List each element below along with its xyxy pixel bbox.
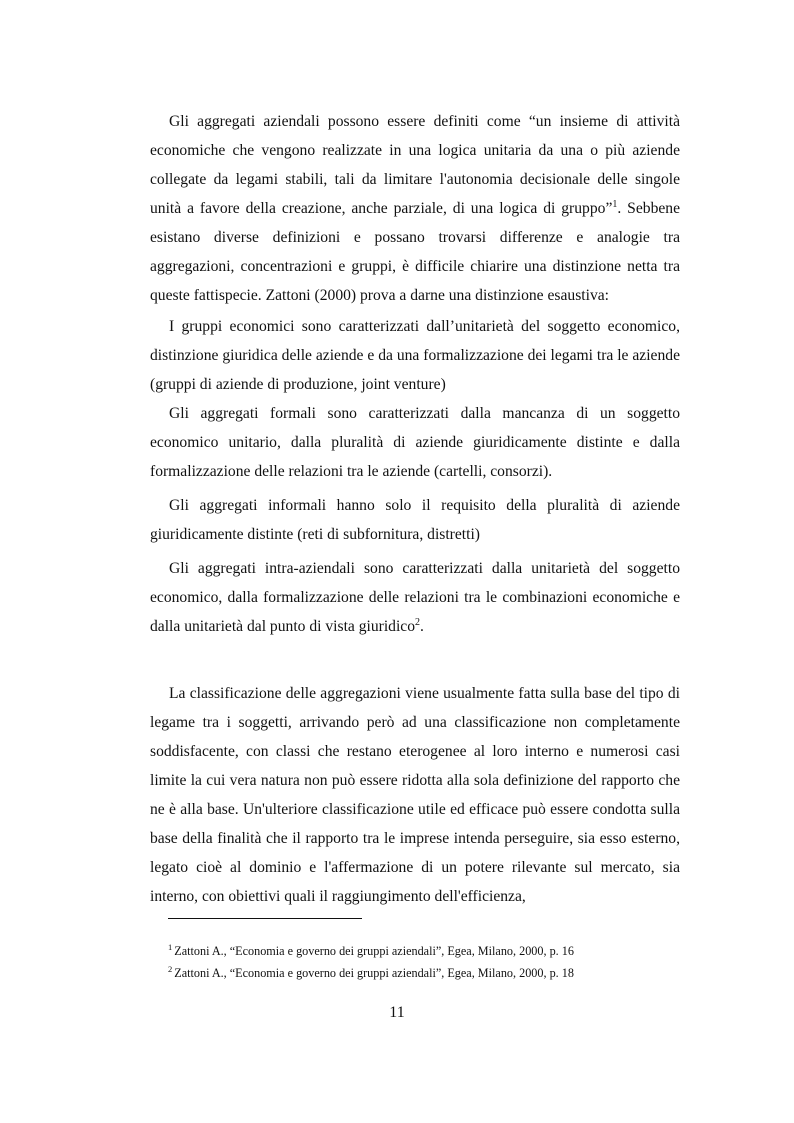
footnote-ref-2[interactable]: 2	[415, 616, 421, 628]
footnote-text: Zattoni A., “Economia e governo dei gruppi aziendali”, Egea, Milano, 2000, p. 18	[174, 966, 574, 980]
footnote-ref-1[interactable]: 1	[612, 198, 618, 210]
paragraph-text-continued: . Sebbene esistano diverse definizioni e possano trovarsi differenze e analogie tra aggregazioni, concentrazioni e gruppi, è difficile chiarire una distinzione netta tra queste fattispecie. Zattoni (2000) prova a darne una distinzione esaustiva:	[150, 200, 681, 304]
footnote-mark: 1	[168, 941, 173, 952]
paragraph-aggregati-definizione	[150, 107, 680, 310]
page-number: 11	[389, 1004, 405, 1021]
paragraph-aggregati-informali: Gli aggregati informali hanno solo il requisito della pluralità di aziende giuridicamente distinte (reti di subfornitura, distretti)	[150, 497, 680, 543]
paragraph-gruppi-economici: I gruppi economici sono caratterizzati dall’unitarietà del soggetto economico, distinzione giuridica delle aziende e da una formalizzazione dei legami tra le aziende (gruppi di aziende di produzione, joint venture)	[150, 318, 680, 393]
footnote-1	[168, 943, 688, 959]
footnote-separator	[168, 918, 362, 919]
footnote-text: Zattoni A., “Economia e governo dei gruppi aziendali”, Egea, Milano, 2000, p. 16	[174, 944, 574, 958]
paragraph-classificazione: La classificazione delle aggregazioni viene usualmente fatta sulla base del tipo di legame tra i soggetti, arrivando però ad una classificazione non completamente soddisfacente, con classi che restano eterogenee al loro interno e numerosi casi limite la cui vera natura non può essere ridotta alla sola definizione del rapporto che ne è alla base. Un'ulteriore classificazione utile ed efficace può essere condotta sulla base della finalità che il rapporto tra le imprese intenda perseguire, sia esso esterno, legato cioè al dominio e l'affermazione di un potere rilevante sul mercato, sia interno, con obiettivi quali il raggiungimento dell'efficienza,	[150, 685, 680, 905]
paragraph-text: Gli aggregati intra-aziendali sono caratterizzati dalla unitarietà del soggetto economico, dalla formalizzazione delle relazioni tra le combinazioni economiche e dalla unitarietà dal punto di vista giuridico	[150, 560, 680, 635]
paragraph-aggregati-formali: Gli aggregati formali sono caratterizzati dalla mancanza di un soggetto economico unitario, dalla pluralità di aziende giuridicamente distinte e dalla formalizzazione delle relazioni tra le aziende (cartelli, consorzi).	[150, 405, 680, 480]
paragraph-text-continued: .	[420, 618, 424, 635]
footnote-2	[168, 965, 688, 981]
paragraph-aggregati-intra-aziendali	[150, 554, 680, 641]
paragraph-text: Gli aggregati aziendali possono essere definiti come “un insieme di attività economiche che vengono realizzate in una logica unitaria da una o più aziende collegate da legami stabili, tali da limitare l'autonomia decisionale delle singole unità a favore della creazione, anche parziale, di una logica di gruppo”	[150, 113, 680, 217]
footnote-mark: 2	[168, 963, 173, 974]
